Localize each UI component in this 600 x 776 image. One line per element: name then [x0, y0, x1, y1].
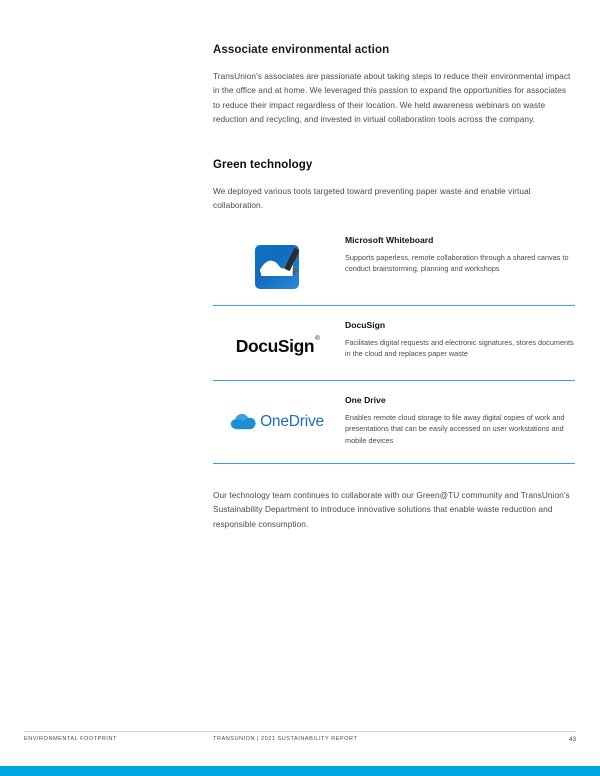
- docusign-logo: [236, 336, 319, 357]
- tool-row: [213, 231, 575, 306]
- pen-tip-icon: [290, 268, 298, 277]
- tool-logo-cell: [213, 395, 341, 439]
- tool-description: Enables remote cloud storage to file away digital copies of work and presentations that can be easily accessed on user workstations and mobile devices: [345, 412, 565, 446]
- registered-trademark-icon: ®: [315, 336, 320, 343]
- tool-description: Facilitates digital requests and electronic signatures, stores documents in the cloud and replaces paper waste: [345, 337, 574, 359]
- tool-row: [213, 381, 575, 464]
- tool-name: Microsoft Whiteboard: [345, 234, 434, 245]
- footer-section-label: ENVIRONMENTAL FOOTPRINT: [24, 736, 117, 742]
- bottom-accent-bar: [0, 766, 600, 776]
- microsoft-whiteboard-icon: [255, 245, 299, 289]
- left-margin-rule: [0, 0, 7, 776]
- section-body-green-technology: We deployed various tools targeted toward preventing paper waste and enable virtual collaboration.: [213, 186, 531, 211]
- docusign-wordmark: DocuSign: [235, 336, 315, 357]
- footer-report-label: TRANSUNION | 2021 SUSTAINABILITY REPORT: [213, 736, 358, 742]
- tool-description: Supports paperless, remote collaboration through a shared canvas to conduct brainstorming, planning and workshops: [345, 252, 569, 274]
- onedrive-logo: [230, 413, 324, 431]
- footer-page-number: 43: [568, 736, 576, 743]
- tool-text-cell: [341, 395, 575, 447]
- spacer: [213, 464, 575, 488]
- tool-text-cell: [341, 320, 575, 361]
- page-content: [213, 44, 575, 531]
- tool-list: [213, 231, 575, 464]
- footer-divider: [24, 731, 576, 732]
- tool-text-cell: [341, 235, 575, 276]
- section-heading-associate-environmental-action: Associate environmental action: [213, 44, 390, 56]
- tool-name: One Drive: [345, 394, 386, 405]
- cloud-icon: [230, 413, 256, 430]
- closing-paragraph: Our technology team continues to collaborate with our Green@TU community and TransUnion's Sustainability Department to introduce innovative solutions that enable waste reduction and responsible consumption.: [213, 490, 570, 529]
- section-body-associate-environmental-action: TransUnion's associates are passionate about taking steps to reduce their environmental impact in the office and at home. We leveraged this passion to expand the opportunities for associates to reduce their impact regardless of their location. We held awareness webinars on waste reduction and recycling, and invested in virtual collaboration tools across the company.: [213, 71, 571, 124]
- tool-logo-cell: [213, 320, 341, 364]
- tool-logo-cell: [213, 235, 341, 289]
- tool-name: DocuSign: [345, 319, 386, 330]
- spacer: [213, 126, 575, 159]
- page-footer: [24, 736, 576, 750]
- tool-row: [213, 306, 575, 381]
- onedrive-wordmark: OneDrive: [260, 412, 324, 430]
- section-heading-green-technology: Green technology: [213, 159, 313, 172]
